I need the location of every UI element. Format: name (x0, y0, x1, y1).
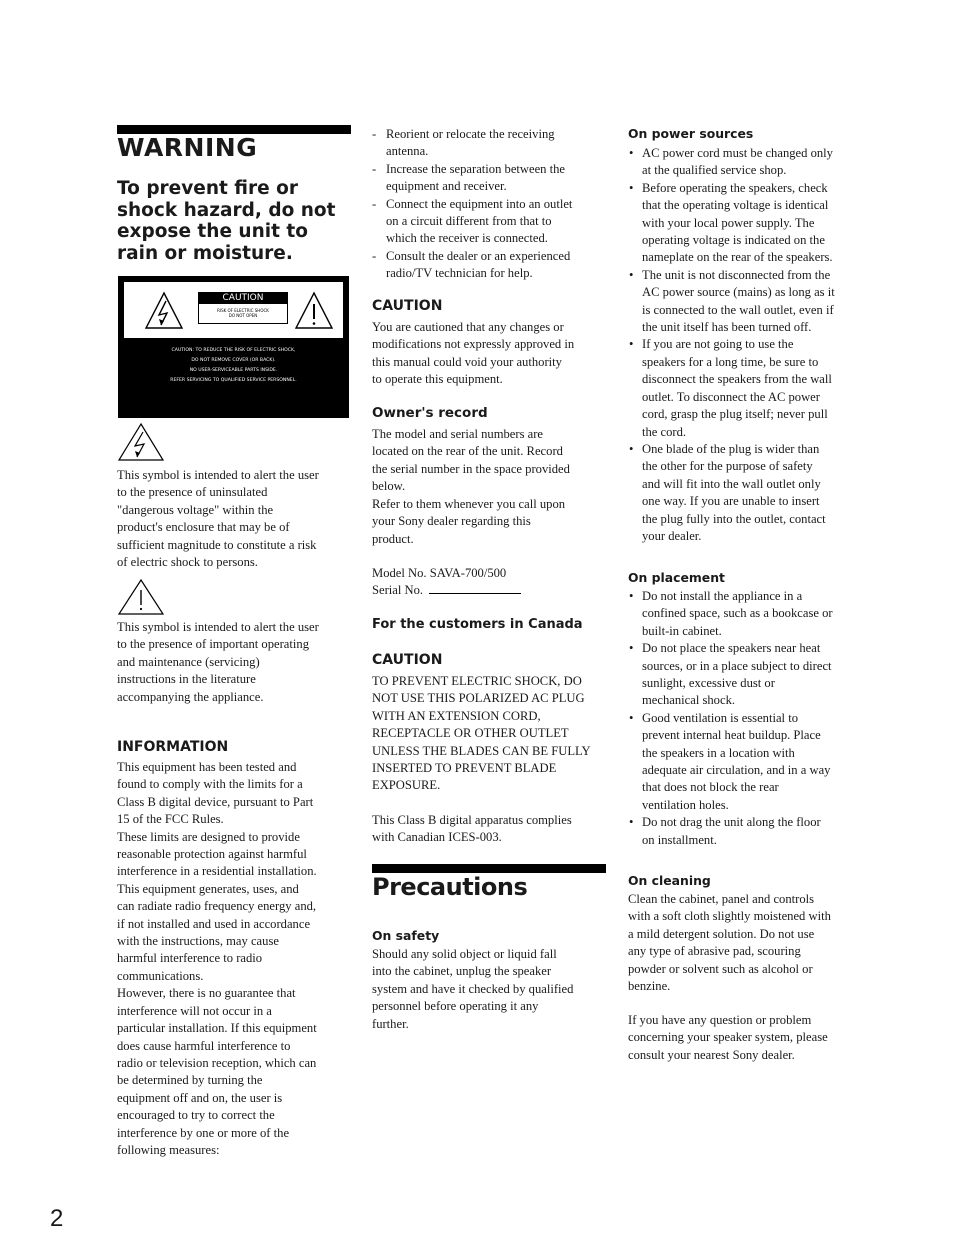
caution-label-top (124, 282, 343, 338)
model-number: Model No. SAVA-700/500 (372, 566, 507, 580)
precautions-title: Precautions (372, 873, 528, 901)
list-item: • Do not place the speakers near heat sources, or in a place subject to direct sunlight, excessive dust or mechanical shock. (628, 640, 868, 710)
label-text-line3: NO USER-SERVICEABLE PARTS INSIDE. (189, 368, 278, 373)
lightning-triangle-icon (117, 422, 165, 462)
serial-number-blank (429, 593, 521, 594)
warning-subtitle: To prevent fire or shock hazard, do not expose the unit to rain or moisture. (117, 178, 336, 264)
caution-text: You are cautioned that any changes or modifications not expressly approved in this manual could void your authority to operate this equipment. (372, 320, 575, 387)
list-item: • Do not install the appliance in a confined space, such as a bookcase or built-in cabinet. (628, 588, 868, 640)
precautions-rule (372, 864, 606, 873)
power-sources-list (628, 145, 868, 545)
page-number: 2 (50, 1205, 64, 1232)
warning-title: WARNING (117, 133, 258, 162)
label-text-line2: DO NOT REMOVE COVER (OR BACK). (191, 358, 276, 363)
measures-list (372, 126, 612, 283)
class-b-text: This Class B digital apparatus complies with Canadian ICES-003. (372, 813, 572, 845)
closing-text: If you have any question or problem concerning your speaker system, please consult your nearest Sony dealer. (628, 1013, 828, 1062)
canada-caution-text: TO PREVENT ELECTRIC SHOCK, DO NOT USE THIS POLARIZED AC PLUG WITH AN EXTENSION CORD, RECEPTACLE OR OTHER OUTLET UNLESS THE BLADES CAN BE FULLY INSERTED TO PREVENT BLADE EXPOSURE. (372, 674, 591, 793)
exclamation-triangle-icon (294, 291, 334, 331)
on-safety-heading: On safety (372, 928, 440, 943)
list-item: • The unit is not disconnected from the AC power source (mains) as long as it is connected to the wall outlet, even if the unit itself has been turned off. (628, 267, 868, 337)
list-item: - Connect the equipment into an outlet on a circuit different from that to which the receiver is connected. (372, 196, 612, 248)
caution-box (198, 292, 288, 324)
list-item: • Good ventilation is essential to prevent internal heat buildup. Place the speakers in a location with adequate air circulation, and in a way that does not block the rear ventilation holes. (628, 710, 868, 814)
canada-heading: For the customers in Canada (372, 617, 583, 632)
information-heading: INFORMATION (117, 739, 229, 755)
information-text: This equipment has been tested and found to comply with the limits for a Class B digital device, pursuant to Part 15 of the FCC Rules. These limits are designed to provide reasonable protection against harmful interference in a residential installation. This equipment generates, uses, and can radiate radio frequency energy and, if not installed and used in accordance with the instructions, may cause harmful interference to radio communications. However, there is no guarantee that interference will not occur in a particular installation. If this equipment does cause harmful interference to radio or television reception, which can be determined by turning the equipment off and on, the user is encouraged to try to correct the interference by one or more of the following measures: (117, 760, 317, 1157)
power-sources-heading: On power sources (628, 126, 754, 141)
canada-caution-heading: CAUTION (372, 652, 443, 668)
caution-box-head: CAUTION (199, 293, 287, 304)
caution-box-line2: DO NOT OPEN (228, 313, 258, 318)
caution-box-line1: RISK OF ELECTRIC SHOCK (217, 308, 269, 313)
caution-heading: CAUTION (372, 298, 443, 314)
list-item: - Reorient or relocate the receiving antenna. (372, 126, 612, 161)
on-safety-text: Should any solid object or liquid fall into the cabinet, unplug the speaker system and have it checked by qualified personnel before operating it any further. (372, 947, 574, 1031)
list-item: - Consult the dealer or an experienced radio/TV technician for help. (372, 248, 612, 283)
lightning-triangle-icon (144, 291, 184, 331)
list-item: • Do not drag the unit along the floor on installment. (628, 814, 868, 849)
serial-number-label: Serial No. (372, 583, 424, 597)
list-item: • Before operating the speakers, check that the operating voltage is identical with your local power supply. The operating voltage is indicated on the nameplate on the rear of the speakers. (628, 180, 868, 267)
label-text-line1: CAUTION: TO REDUCE THE RISK OF ELECTRIC SHOCK, (171, 348, 296, 353)
symbol1-text: This symbol is intended to alert the user to the presence of uninsulated "dangerous voltage" within the product's enclosure that may be of sufficient magnitude to constitute a risk of electric shock to persons. (117, 468, 319, 570)
placement-list (628, 588, 868, 849)
owners-record-heading: Owner's record (372, 405, 488, 421)
list-item: • If you are not going to use the speakers for a long time, be sure to disconnect the speakers from the wall outlet. To disconnect the AC power cord, grasp the plug itself; never pull the cord. (628, 336, 868, 440)
caution-label-image (118, 276, 349, 418)
caution-label-text (124, 346, 343, 386)
placement-heading: On placement (628, 570, 725, 585)
list-item: - Increase the separation between the equipment and receiver. (372, 161, 612, 196)
owners-record-refer: Refer to them whenever you call upon your Sony dealer regarding this product. (372, 497, 566, 546)
list-item: • AC power cord must be changed only at the qualified service shop. (628, 145, 868, 180)
exclamation-triangle-icon (117, 578, 165, 616)
cleaning-heading: On cleaning (628, 873, 711, 888)
serial-number-field (372, 582, 521, 599)
symbol2-text: This symbol is intended to alert the user to the presence of important operating and maintenance (servicing) instructions in the literature accompanying the appliance. (117, 620, 319, 704)
list-item: • One blade of the plug is wider than the other for the purpose of safety and will fit into the wall outlet only one way. If you are unable to insert the plug fully into the outlet, contact your dealer. (628, 441, 868, 545)
label-text-line4: REFER SERVICING TO QUALIFIED SERVICE PERSONNEL. (170, 378, 297, 383)
owners-record-text: The model and serial numbers are located on the rear of the unit. Record the serial number in the space provided below. (372, 427, 570, 494)
cleaning-text: Clean the cabinet, panel and controls with a soft cloth slightly moistened with a mild detergent solution. Do not use any type of abrasive pad, scouring powder or solvent such as alcohol or benzine. (628, 892, 831, 994)
